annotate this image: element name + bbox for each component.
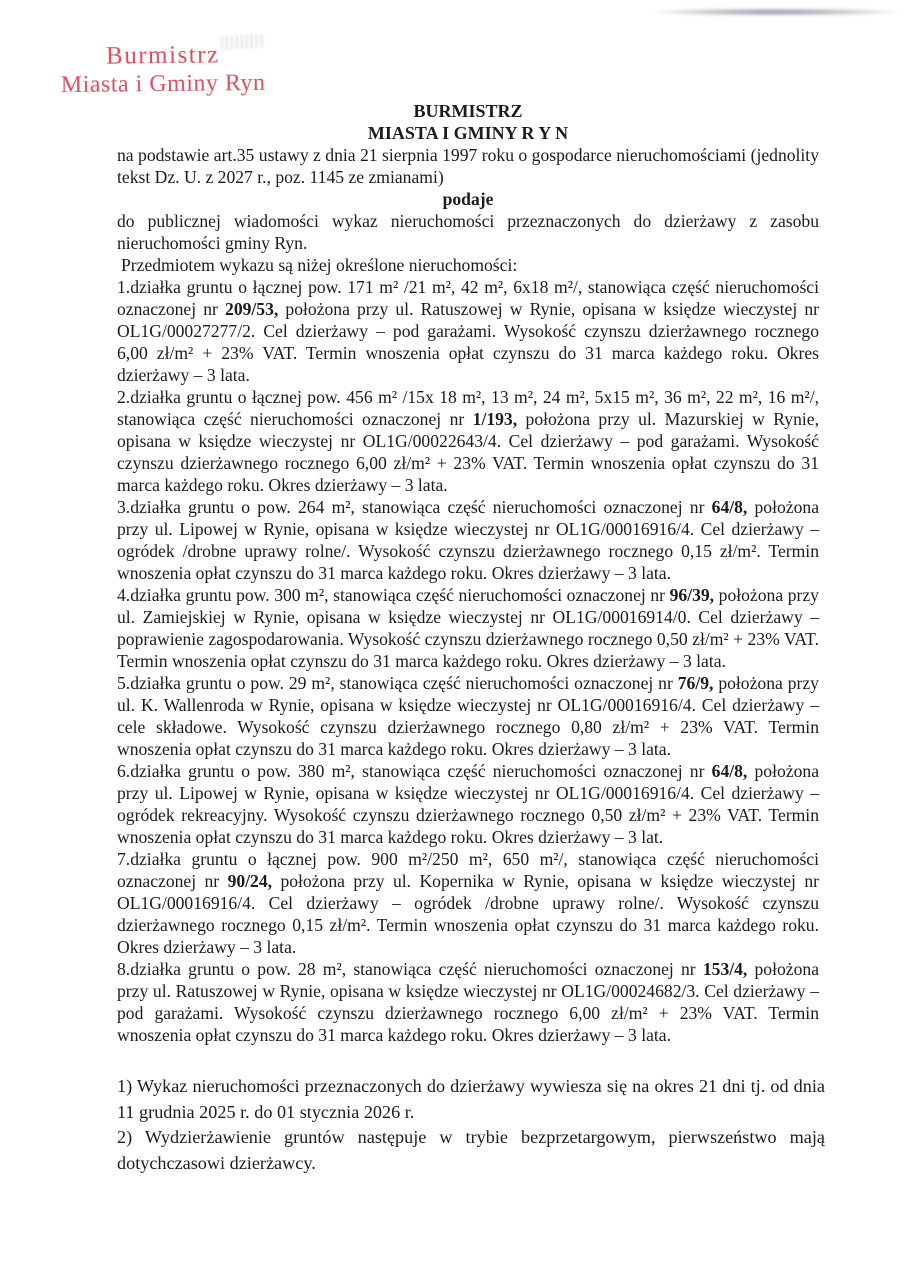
item-text: położona przy ul. Lipowej w Rynie, opisana w księdze wieczystej nr OL1G/00016916/4. Cel dzierżawy – ogródek /drobne uprawy rolne/. Wysokość czynszu dzierżawnego rocznego 0,15 zł/m². Termin wnoszenia opłat czynszu do 31 marca każdego roku. Okres dzierżawy – 3 lata. (117, 497, 820, 583)
item-text: 6.działka gruntu o pow. 380 m², stanowiąca część nieruchomości oznaczonej nr (117, 761, 712, 781)
list-item-4 (117, 584, 819, 672)
item-text: położona przy ul. Ratuszowej w Rynie, opisana w księdze wieczystej nr OL1G/00027277/2. Cel dzierżawy – pod garażami. Wysokość czynszu dzierżawnego rocznego 6,00 zł/m² + 23% VAT. Termin wnoszenia opłat czynszu do 31 marca każdego roku. Okres dzierżawy – 3 lata. (117, 299, 820, 385)
item-text: 5.działka gruntu o pow. 29 m², stanowiąca część nieruchomości oznaczonej nr (117, 673, 678, 693)
parcel-number: 90/24, (227, 871, 273, 891)
item-text: 7.działka gruntu o łącznej pow. 900 m²/250 m², 650 m²/, stanowiąca część nieruchomości oznaczonej nr (117, 849, 819, 891)
item-text: 2.działka gruntu o łącznej pow. 456 m² /15x 18 m², 13 m², 24 m², 5x15 m², 36 m², 22 m², 16 m²/, stanowiąca część nieruchomości oznaczonej nr (117, 387, 819, 429)
announcement-paragraph: do publicznej wiadomości wykaz nieruchomości przeznaczonych do dzierżawy z zasobu nieruchomości gminy Ryn. (117, 211, 819, 253)
scan-artifact-top (615, 7, 905, 17)
parcel-number: 76/9, (677, 673, 714, 693)
list-item-8 (117, 958, 819, 1046)
closing-notes (117, 1074, 825, 1176)
note-2: 2) Wydzierżawienie gruntów następuje w trybie bezprzetargowym, pierwszeństwo mają dotychczasowi dzierżawcy. (117, 1127, 825, 1173)
mayor-office-stamp (58, 41, 269, 99)
item-text: 3.działka gruntu o pow. 264 m², stanowiąca część nieruchomości oznaczonej nr (117, 497, 712, 517)
list-item-7 (117, 848, 819, 958)
parcel-number: 64/8, (711, 497, 748, 517)
parcel-number: 153/4, (702, 959, 748, 979)
item-text: położona przy ul. K. Wallenroda w Rynie, opisana w księdze wieczystej nr OL1G/00016916/4. Cel dzierżawy – cele składowe. Wysokość czynszu dzierżawnego rocznego 0,80 zł/m² + 23% VAT. Termin wnoszenia opłat czynszu do 31 marca każdego roku. Okres dzierżawy – 3 lata. (117, 673, 819, 759)
list-item-1 (117, 276, 819, 386)
item-text: położona przy ul. Lipowej w Rynie, opisana w księdze wieczystej nr OL1G/00016916/4. Cel dzierżawy – ogródek rekreacyjny. Wysokość czynszu dzierżawnego rocznego 0,50 zł/m² + 23% VAT. Termin wnoszenia opłat czynszu do 31 marca każdego roku. Okres dzierżawy – 3 lat. (117, 761, 820, 847)
document-title-line-1: BURMISTRZ (413, 101, 523, 121)
stamp-line-2: Miasta i Gminy Ryn (60, 69, 266, 99)
parcel-number: 209/53, (225, 299, 279, 319)
list-item-5 (117, 672, 819, 760)
podaje-heading: podaje (442, 189, 494, 209)
parcel-number: 1/193, (472, 409, 518, 429)
item-text: położona przy ul. Mazurskiej w Rynie, opisana w księdze wieczystej nr OL1G/00022643/4. Cel dzierżawy – pod garażami. Wysokość czynszu dzierżawnego rocznego 6,00 zł/m² + 23% VAT. Termin wnoszenia opłat czynszu do 31 marca każdego roku. Okres dzierżawy – 3 lata. (117, 409, 819, 495)
legal-basis-paragraph: na podstawie art.35 ustawy z dnia 21 sierpnia 1997 roku o gospodarce nieruchomościami (jednolity tekst Dz. U. z 2027 r., poz. 1145 ze zmianami) (117, 145, 819, 187)
list-item-2 (117, 386, 819, 496)
item-text: 1.działka gruntu o łącznej pow. 171 m² /21 m², 42 m², 6x18 m²/, stanowiąca część nieruchomości oznaczonej nr (117, 277, 819, 319)
item-text: położona przy ul. Ratuszowej w Rynie, opisana w księdze wieczystej nr OL1G/00024682/3. Cel dzierżawy – pod garażami. Wysokość czynszu dzierżawnego rocznego 6,00 zł/m² + 23% VAT. Termin wnoszenia opłat czynszu do 31 marca każdego roku. Okres dzierżawy – 3 lata. (117, 959, 820, 1045)
parcel-number: 64/8, (711, 761, 748, 781)
list-item-3 (117, 496, 819, 584)
list-item-6 (117, 760, 819, 848)
subject-line: Przedmiotem wykazu są niżej określone nieruchomości: (121, 255, 518, 275)
item-text: 4.działka gruntu pow. 300 m², stanowiąca część nieruchomości oznaczonej nr (117, 585, 670, 605)
parcel-number: 96/39, (669, 585, 715, 605)
document-body (117, 100, 825, 1176)
note-1: 1) Wykaz nieruchomości przeznaczonych do dzierżawy wywiesza się na okres 21 dni tj. od dnia 11 grudnia 2025 r. do 01 stycznia 2026 r. (117, 1076, 825, 1122)
items-list (117, 276, 819, 1046)
item-text: 8.działka gruntu o pow. 28 m², stanowiąca część nieruchomości oznaczonej nr (117, 959, 703, 979)
item-text: położona przy ul. Zamiejskiej w Rynie, opisana w księdze wieczystej nr OL1G/00016914/0. Cel dzierżawy – poprawienie zagospodarowania. Wysokość czynszu dzierżawnego rocznego 0,50 zł/m² + 23% VAT. Termin wnoszenia opłat czynszu do 31 marca każdego roku. Okres dzierżawy – 3 lata. (117, 585, 819, 671)
item-text: położona przy ul. Kopernika w Rynie, opisana w księdze wieczystej nr OL1G/00016916/4. Cel dzierżawy – ogródek /drobne uprawy rolne/. Wysokość czynszu dzierżawnego rocznego 0,15 zł/m². Termin wnoszenia opłat czynszu do 31 marca każdego roku. Okres dzierżawy – 3 lata. (117, 871, 819, 957)
stamp-line-1: Burmistrz (105, 41, 220, 70)
document-title-line-2: MIASTA I GMINY R Y N (367, 123, 569, 143)
